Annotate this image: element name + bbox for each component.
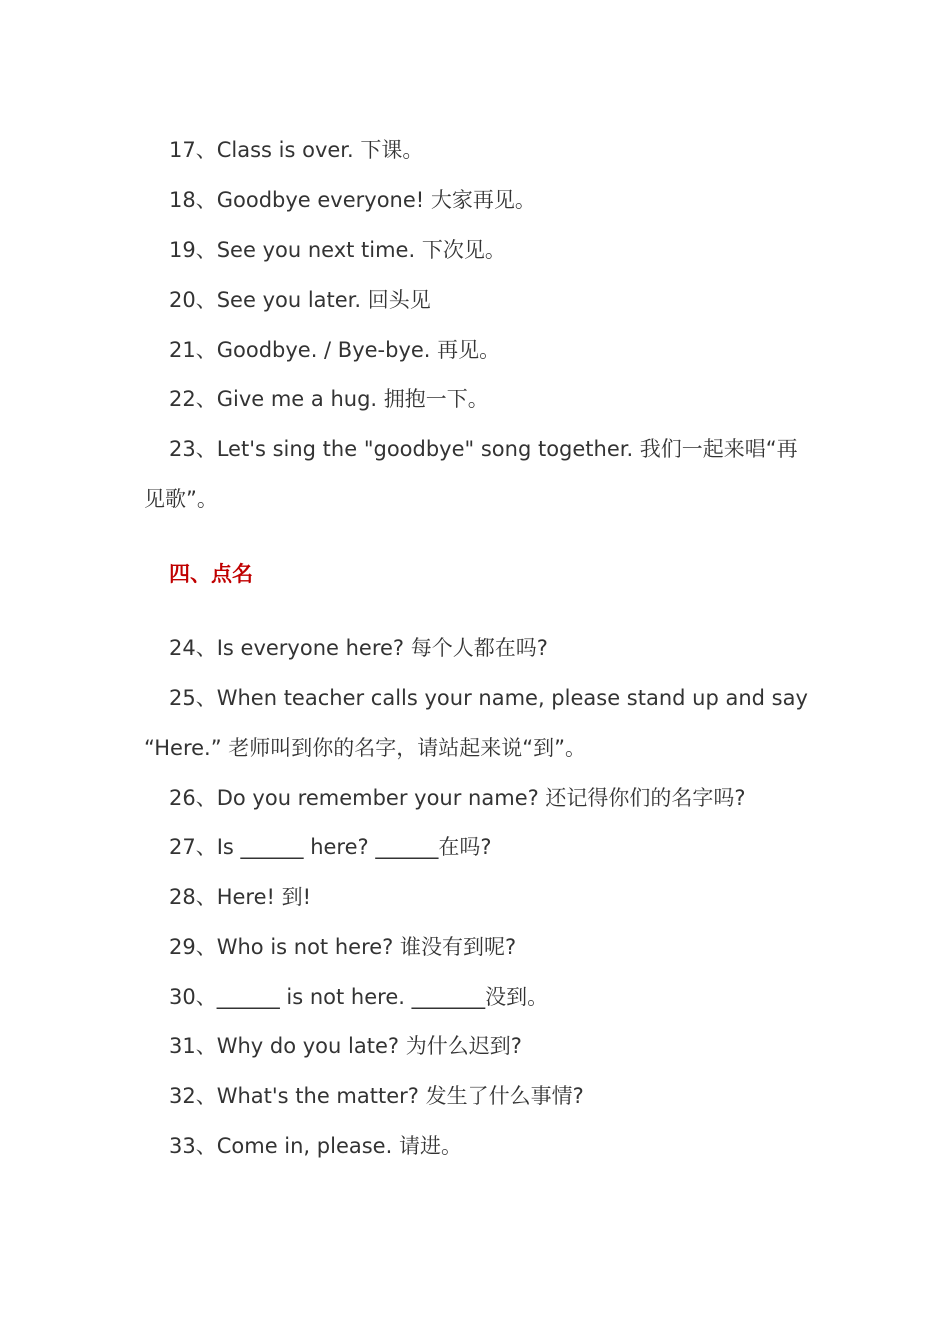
list-item-23-continuation: 见歌”。: [144, 487, 218, 511]
list-item-21: 21、Goodbye. / Bye-bye. 再见。: [169, 338, 501, 362]
list-item-17: 17、Class is over. 下课。: [169, 138, 424, 162]
list-item-33: 33、Come in, please. 请进。: [169, 1134, 462, 1158]
section-heading: 四、点名: [169, 562, 253, 586]
list-item-29: 29、Who is not here? 谁没有到呢?: [169, 935, 517, 959]
list-item-30: 30、______ is not here. _______没到。: [169, 985, 549, 1009]
list-item-25: 25、When teacher calls your name, please stand up and say: [169, 686, 808, 710]
list-item-20: 20、See you later. 回头见: [169, 288, 431, 312]
list-item-28: 28、Here! 到!: [169, 885, 312, 909]
list-item-18: 18、Goodbye everyone! 大家再见。: [169, 188, 536, 212]
list-item-23: 23、Let's sing the "goodbye" song together. 我们一起来唱“再: [169, 437, 798, 461]
list-item-25-continuation: “Here.” 老师叫到你的名字，请站起来说“到”。: [144, 736, 587, 760]
list-item-19: 19、See you next time. 下次见。: [169, 238, 506, 262]
list-item-22: 22、Give me a hug. 拥抱一下。: [169, 387, 489, 411]
list-item-26: 26、Do you remember your name? 还记得你们的名字吗?: [169, 786, 746, 810]
list-item-32: 32、What's the matter? 发生了什么事情?: [169, 1084, 584, 1108]
list-item-27: 27、Is ______ here? ______在吗?: [169, 835, 492, 859]
list-item-24: 24、Is everyone here? 每个人都在吗?: [169, 636, 548, 660]
list-item-31: 31、Why do you late? 为什么迟到?: [169, 1034, 522, 1058]
